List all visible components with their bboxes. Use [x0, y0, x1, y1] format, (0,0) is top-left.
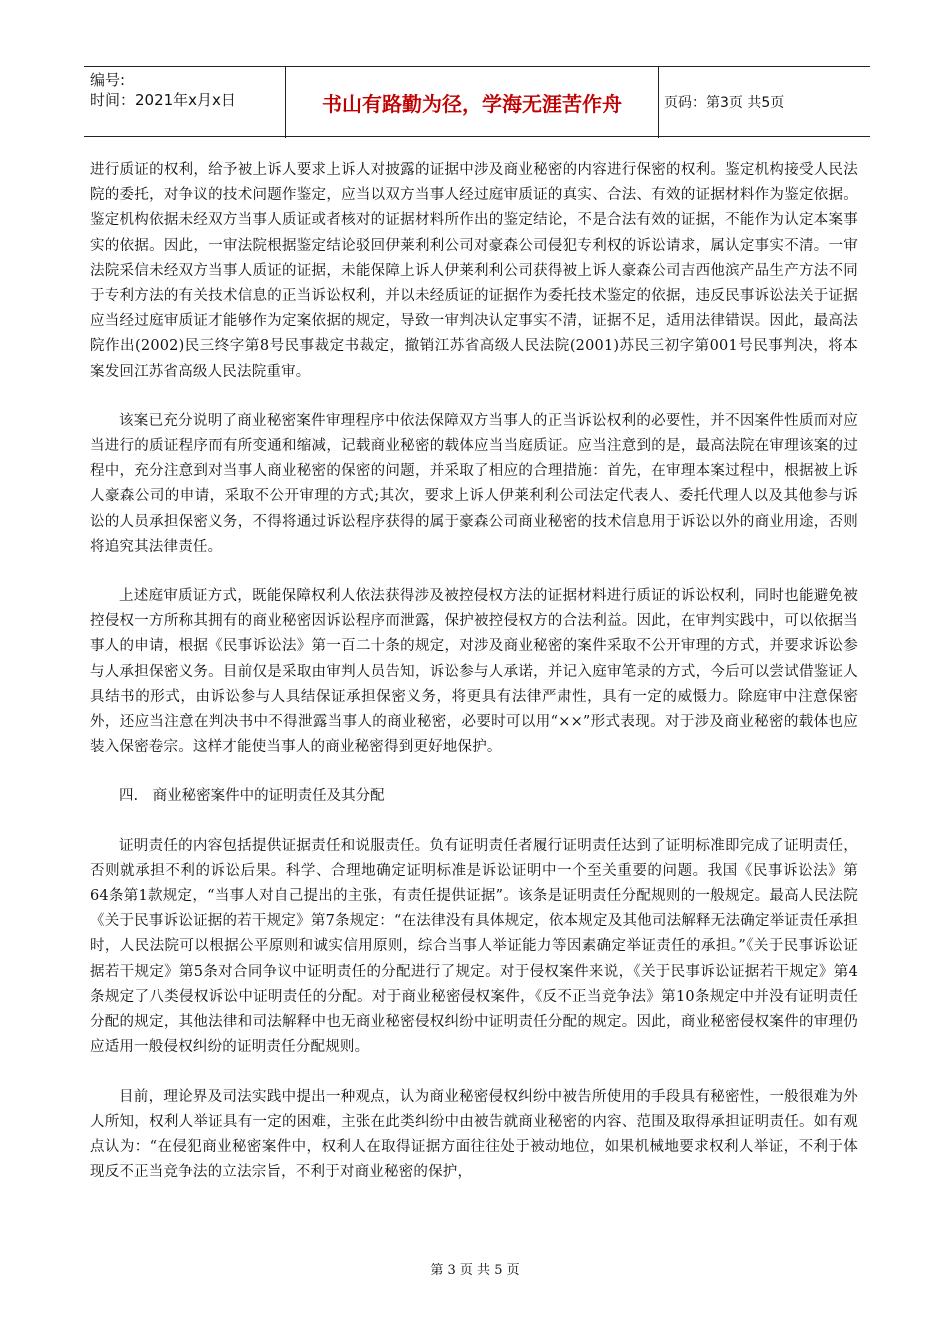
body-paragraph: 该案已充分说明了商业秘密案件审理程序中依法保障双方当事人的正当诉讼权利的必要性，并不因案件性质而对应当进行的质证程序而有所变通和缩减，记载商业秘密的载体应当当庭质证。应当注意到的是，最高法院在审理该案的过程中，充分注意到对当事人商业秘密的保密的问题，并采取了相应的合理措施：首先，在审理本案过程中，根据被上诉人豪森公司的申请，采取不公开审理的方式;其次，要求上诉人伊莱利利公司法定代表人、委托代理人以及其他参与诉讼的人员承担保密义务，不得将通过诉讼程序获得的属于豪森公司商业秘密的技术信息用于诉讼以外的商业用途，否则将追究其法律责任。: [90, 412, 858, 555]
document-number-label: 编号:: [90, 71, 126, 89]
body-paragraph: 上述庭审质证方式，既能保障权利人依法获得涉及被控侵权方法的证据材料进行质证的诉讼权利，同时也能避免被控侵权一方所称其拥有的商业秘密因诉讼程序而泄露，保护被控侵权方的合法利益。因此，在审判实践中，可以依据当事人的申请，根据《民事诉讼法》第一百二十条的规定，对涉及商业秘密的案件采取不公开审理的方式，并要求诉讼参与人承担保密义务。目前仅是采取由审判人员告知，诉讼参与人承诺，并记入庭审笔录的方式，今后可以尝试借鉴证人具结书的形式，由诉讼参与人具结保证承担保密义务，将更具有法律严肃性，具有一定的威慑力。除庭审中注意保密外，还应当注意在判决书中不得泄露当事人的商业秘密，必要时可以用“××”形式表现。对于涉及商业秘密的载体也应装入保密卷宗。这样才能使当事人的商业秘密得到更好地保护。: [90, 588, 858, 756]
body-paragraph: 目前，理论界及司法实践中提出一种观点，认为商业秘密侵权纠纷中被告所使用的手段具有秘密性，一般很难为外人所知，权利人举证具有一定的困难，主张在此类纠纷中由被告就商业秘密的内容、范围及取得承担证明责任。如有观点认为：“在侵犯商业秘密案件中，权利人在取得证据方面往往处于被动地位，如果机械地要求权利人举证，不利于体现反不正当竞争法的立法宗旨，不利于对商业秘密的保护，: [90, 1088, 858, 1181]
section-heading: [90, 784, 858, 809]
section-number: 四.: [119, 788, 139, 805]
header-meta: [90, 70, 285, 110]
page-footer: 第 3 页 共 5 页: [430, 1263, 520, 1278]
section-title: 商业秘密案件中的证明责任及其分配: [152, 788, 385, 805]
header-divider: [658, 66, 659, 138]
document-date-label: 时间：2021年x月x日: [90, 91, 236, 109]
document-body: [90, 158, 858, 1185]
body-paragraph: 进行质证的权利，给予被上诉人要求上诉人对披露的证据中涉及商业秘密的内容进行保密的权利。鉴定机构接受人民法院的委托，对争议的技术问题作鉴定，应当以双方当事人经过庭审质证的真实、合法、有效的证据材料作为鉴定依据。鉴定机构依据未经双方当事人质证或者核对的证据材料所作出的鉴定结论，不是合法有效的证据，不能作为认定本案事实的依据。因此，一审法院根据鉴定结论驳回伊莱利利公司对豪森公司侵犯专利权的诉讼请求，属认定事实不清。一审法院采信未经双方当事人质证的证据，未能保障上诉人伊莱利利公司获得被上诉人豪森公司吉西他滨产品生产方法不同于专利方法的有关技术信息的正当诉讼权利，并以未经质证的证据作为委托技术鉴定的依据，违反民事诉讼法关于证据应当经过庭审质证才能够作为定案依据的规定，导致一审判决认定事实不清，证据不足，适用法律错误。因此，最高法院作出(2002)民三终字第8号民事裁定书裁定，撤销江苏省高级人民法院(2001)苏民三初字第001号民事判决，将本案发回江苏省高级人民法院重审。: [90, 162, 858, 380]
body-paragraph: 证明责任的内容包括提供证据责任和说服责任。负有证明责任者履行证明责任达到了证明标准即完成了证明责任，否则就承担不利的诉讼后果。科学、合理地确定证明标准是诉讼证明中一个至关重要的问题。我国《民事诉讼法》第64条第1款规定，“当事人对自己提出的主张，有责任提供证据”。该条是证明责任分配规则的一般规定。最高人民法院《关于民事诉讼证据的若干规定》第7条规定：“在法律没有具体规定，依本规定及其他司法解释无法确定举证责任承担时，人民法院可以根据公平原则和诚实信用原则，综合当事人举证能力等因素确定举证责任的承担。”《关于民事诉讼证据若干规定》第5条对合同争议中证明责任的分配进行了规定。对于侵权案件来说，《关于民事诉讼证据若干规定》第4条规定了八类侵权诉讼中证明责任的分配。对于商业秘密侵权案件，《反不正当竞争法》第10条规定中并没有证明责任分配的规定，其他法律和司法解释中也无商业秘密侵权纠纷中证明责任分配的规定。因此，商业秘密侵权案件的审理仍应适用一般侵权纠纷的证明责任分配规则。: [90, 837, 858, 1056]
header-page-number: 页码：第3页 共5页: [664, 95, 785, 111]
page-header: [84, 66, 870, 138]
header-motto: 书山有路勤为径，学海无涯苦作舟: [322, 91, 622, 116]
